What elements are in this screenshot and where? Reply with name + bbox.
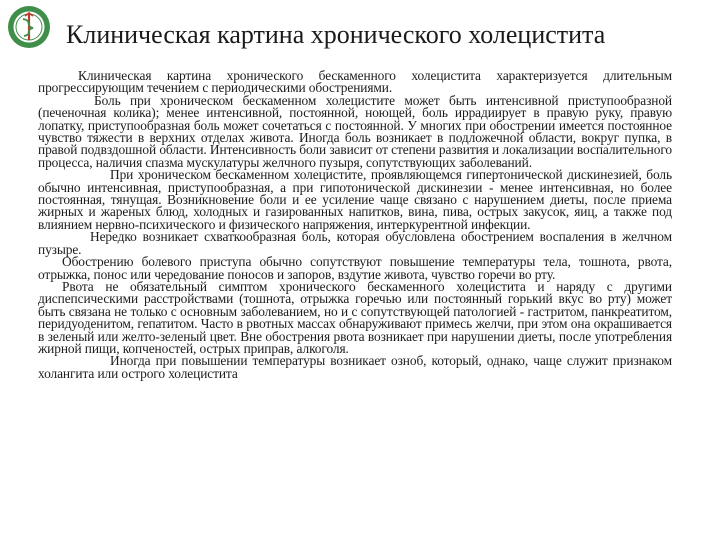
slide-title: Клиническая картина хронического холецистита	[66, 20, 606, 49]
paragraph-chills: Иногда при повышении температуры возникает озноб, который, однако, чаще служит признаком холангита или острого холецистита	[38, 353, 672, 381]
logo	[6, 4, 52, 50]
paragraph-intro: Клиническая картина хронического бескаменного холецистита характеризуется длительным прогрессирующим течением с периодическими обострениями.	[38, 68, 672, 96]
medical-emblem-icon	[6, 4, 52, 50]
paragraph-exacerbation: Обострению болевого приступа обычно сопутствуют повышение температуры тела, тошнота, рвота, отрыжка, понос или чередование поносов и запоров, вздутие живота, чувство горечи во рту.	[38, 254, 672, 282]
paragraph-vomiting: Рвота не обязательный симптом хронического бескаменного холецистита и наряду с другими диспепсическими расстройствами (тошнота, отрыжка горечью или постоянный горький вкус во рту) может быть связана не только с основным заболеванием, но и с сопутствующей патологией - гастритом, панкреатитом, перидуоденитом, гепатитом. Часто в рвотных массах обнаруживают примесь желчи, при этом она окрашивается в зеленый или желто-зеленый цвет. Вне обострения рвота возникает при нарушении диеты, после употребления жирной пищи, копченостей, острых приправ, алкоголя.	[38, 278, 672, 356]
paragraph-dyskinesia: При хроническом бескаменном холецистите, проявляющемся гипертонической дискинезией, боль обычно интенсивная, приступообразная, а при гипотонической дискинезии - менее интенсивная, но более постоянная, тянущая. Возникновение боли и ее усиление чаще связано с нарушением диеты, после приема жирных и жареных блюд, холодных и газированных напитков, вина, пива, острых закусок, яиц, а также под влиянием нервно-психического и физического напряжения, интеркурентной инфекции.	[38, 167, 672, 232]
paragraph-pain: Боль при хроническом бескаменном холецистите может быть интенсивной приступообразной (печеночная колика); менее интенсивной, постоянной, ноющей, боль иррадиирует в правую руку, правую лопатку, приступообразная боль может сочетаться с постоянной. У многих при обострении имеется постоянное чувство тяжести в верхних отделах живота. Иногда боль возникает в подложечной области, вокруг пупка, в правой подвздошной области. Интенсивность боли зависит от степени развития и локализации воспалительного процесса, наличия спазма мускулатуры желчного пузыря, сопутствующих заболеваний.	[38, 92, 672, 170]
paragraph-cramping-pain: Нередко возникает схваткообразная боль, которая обусловлена обострением воспаления в желчном пузыре.	[38, 229, 672, 257]
body-text	[38, 70, 672, 380]
